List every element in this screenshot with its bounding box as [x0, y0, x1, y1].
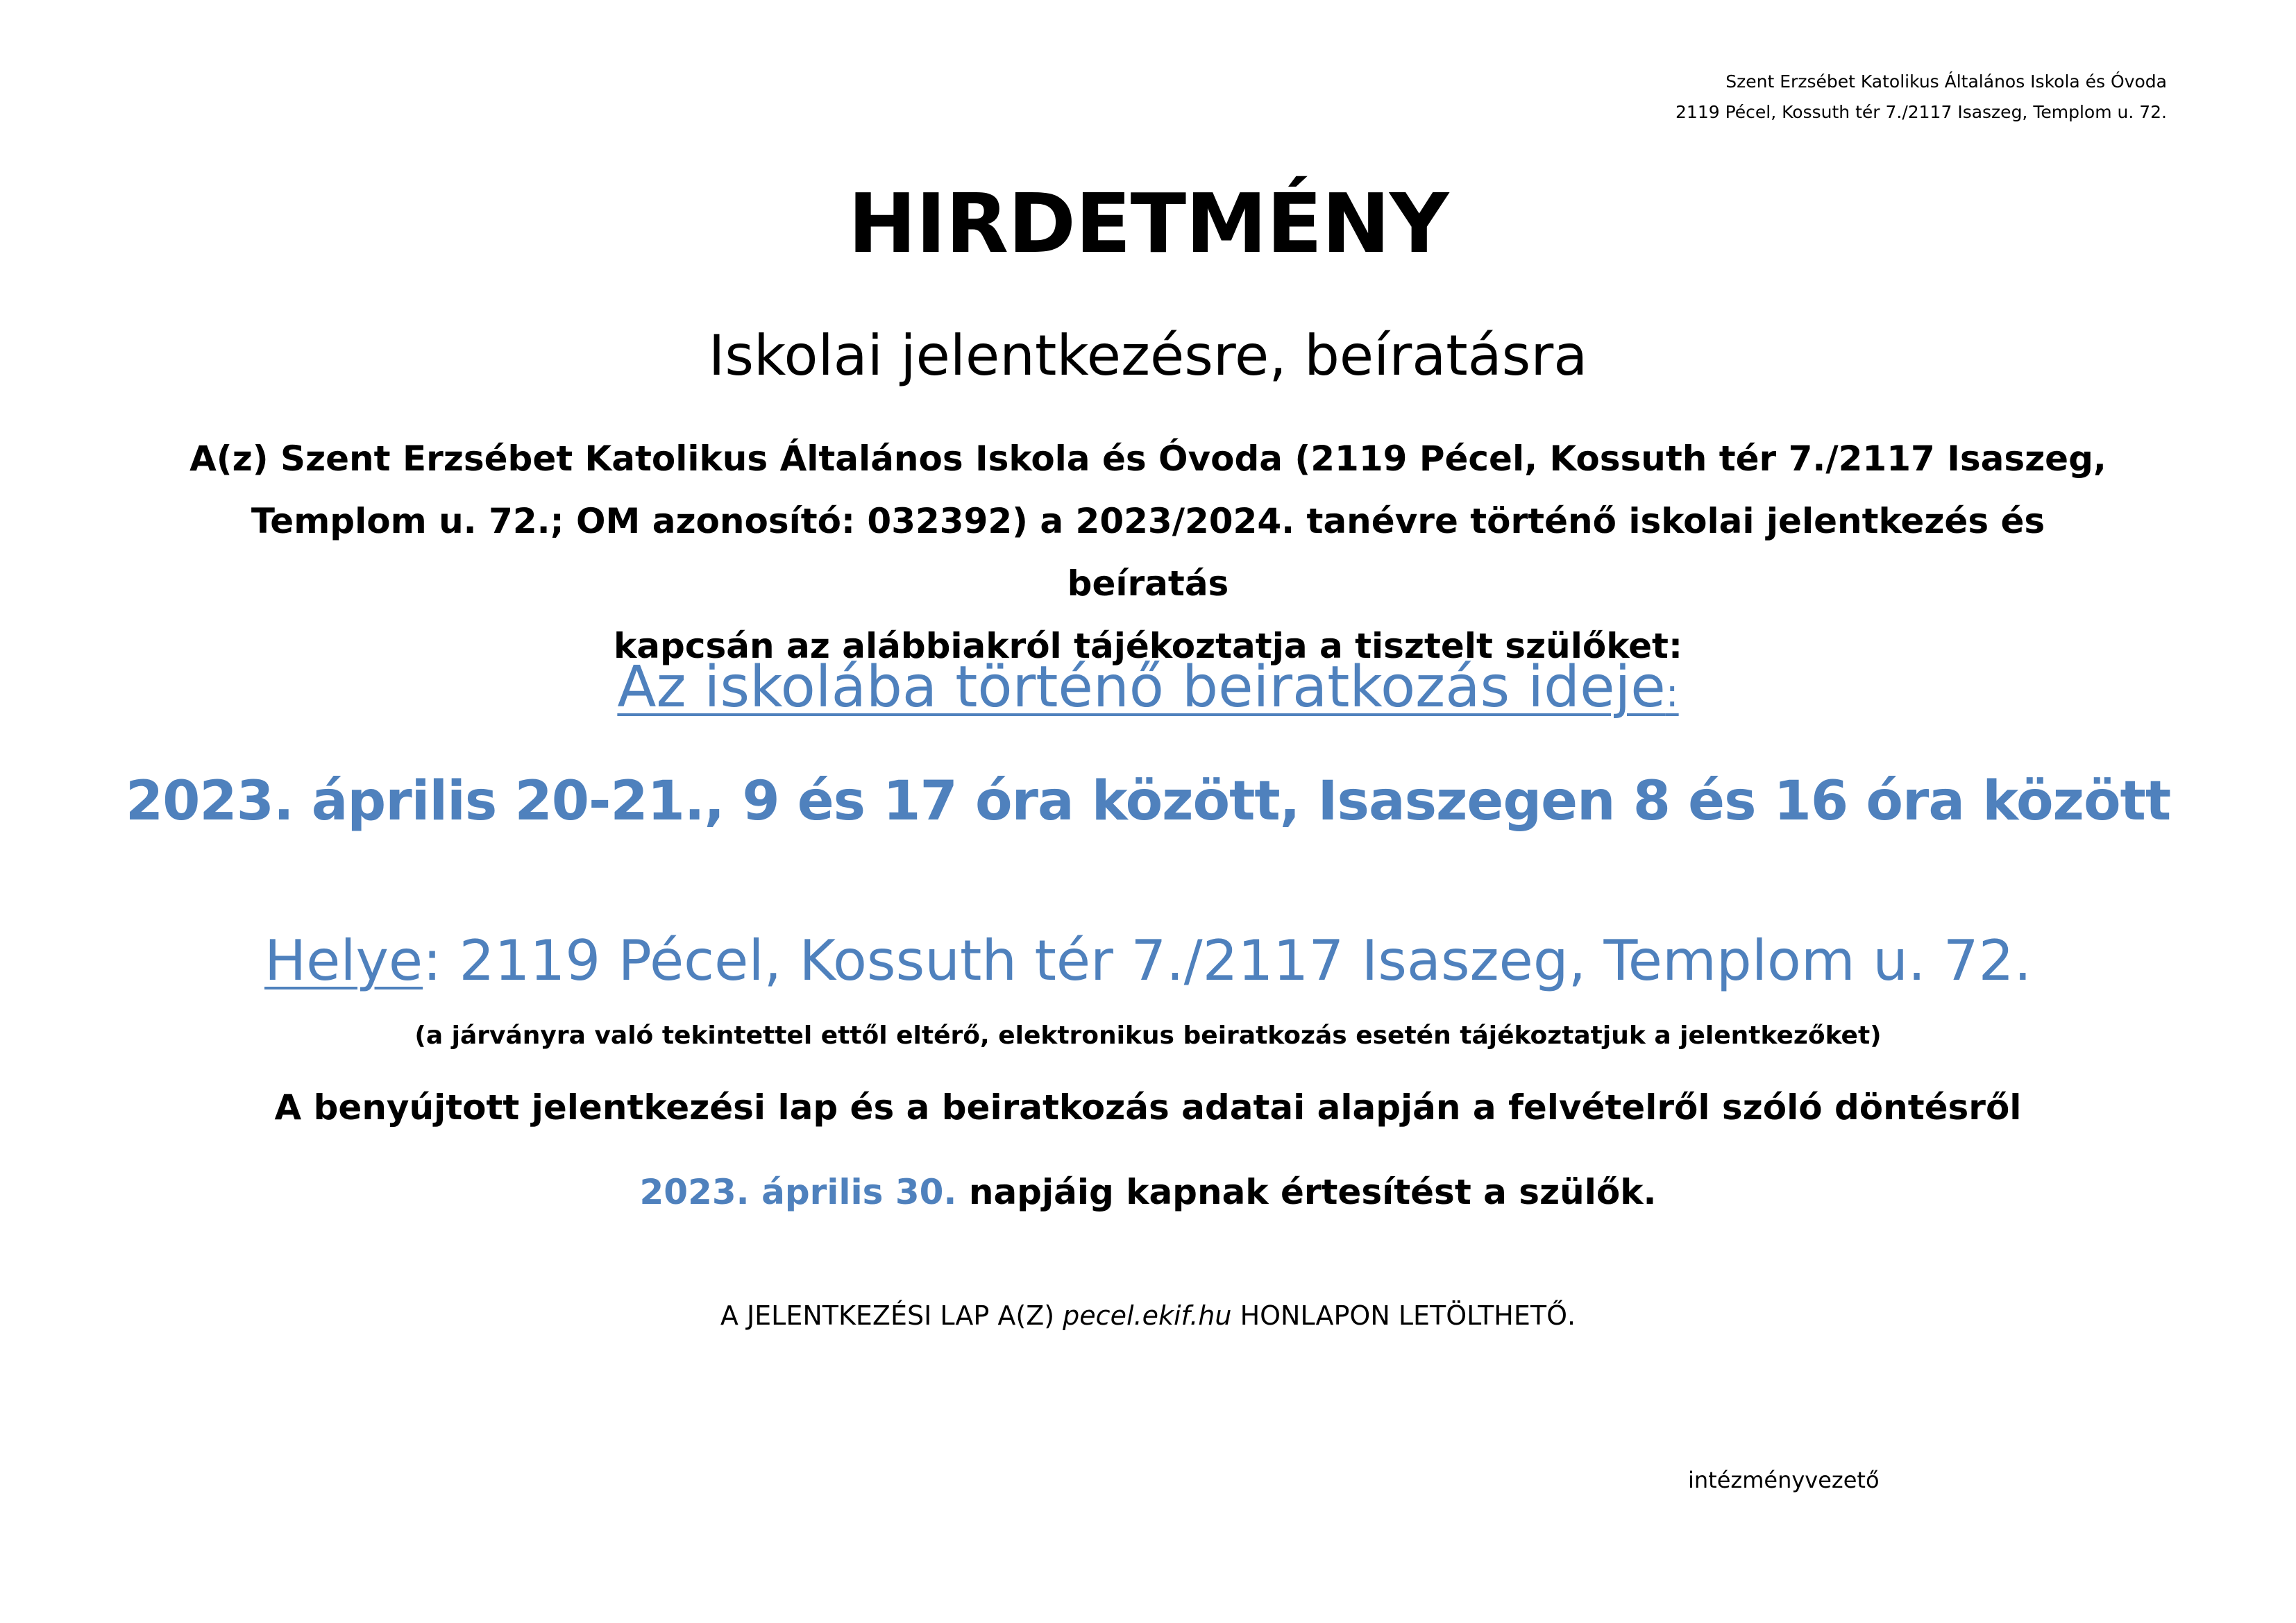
- enrollment-dates: 2023. április 20-21., 9 és 17 óra között, Isaszegen 8 és 16 óra között: [125, 770, 2171, 833]
- notification-date: 2023. április 30.: [639, 1172, 957, 1212]
- intro-paragraph: [174, 427, 2122, 677]
- signature-title: intézményvezető: [1688, 1467, 1880, 1493]
- decision-text: A benyújtott jelentkezési lap és a beiratkozás adatai alapján a felvételről szóló döntésről: [274, 1087, 2022, 1128]
- enrollment-time-label: Az iskolába történő beiratkozás ideje: [617, 654, 1666, 720]
- institution-address: 2119 Pécel, Kossuth tér 7./2117 Isaszeg, Templom u. 72.: [1675, 102, 2167, 122]
- enrollment-time-heading: [0, 649, 2296, 732]
- pandemic-note: (a járványra való tekintettel ettől eltérő, elektronikus beiratkozás esetén tájékoztatjuk a jelentkezőket): [414, 1021, 1882, 1050]
- website-link[interactable]: pecel.ekif.hu: [1063, 1300, 1232, 1331]
- notification-rest: napjáig kapnak értesítést a szülők.: [956, 1172, 1657, 1212]
- intro-line-3: kapcsán az alábbiakról tájékoztatja a tisztelt szülőket:: [614, 626, 1682, 666]
- place-value: : 2119 Pécel, Kossuth tér 7./2117 Isaszeg, Templom u. 72.: [423, 928, 2032, 993]
- download-notice: [0, 1295, 2296, 1336]
- enrollment-place: [0, 923, 2296, 999]
- download-prefix: A JELENTKEZÉSI LAP A(Z): [720, 1300, 1063, 1331]
- institution-name: Szent Erzsébet Katolikus Általános Iskola és Óvoda: [1725, 71, 2167, 92]
- enrollment-time-colon: :: [1665, 671, 1679, 716]
- document-subtitle: Iskolai jelentkezésre, beíratásra: [708, 323, 1588, 388]
- intro-line-1: A(z) Szent Erzsébet Katolikus Általános Iskola és Óvoda (2119 Pécel, Kossuth tér 7./2117 Isaszeg,: [189, 439, 2107, 479]
- institution-header: [1675, 67, 2167, 128]
- intro-line-2: Templom u. 72.; OM azonosító: 032392) a 2023/2024. tanévre történő iskolai jelentkezés és beíratás: [251, 501, 2045, 604]
- notification-text: [0, 1164, 2296, 1220]
- place-label: Helye: [264, 928, 423, 993]
- document-title: HIRDETMÉNY: [847, 176, 1449, 271]
- download-suffix: HONLAPON LETÖLTHETŐ.: [1231, 1300, 1576, 1331]
